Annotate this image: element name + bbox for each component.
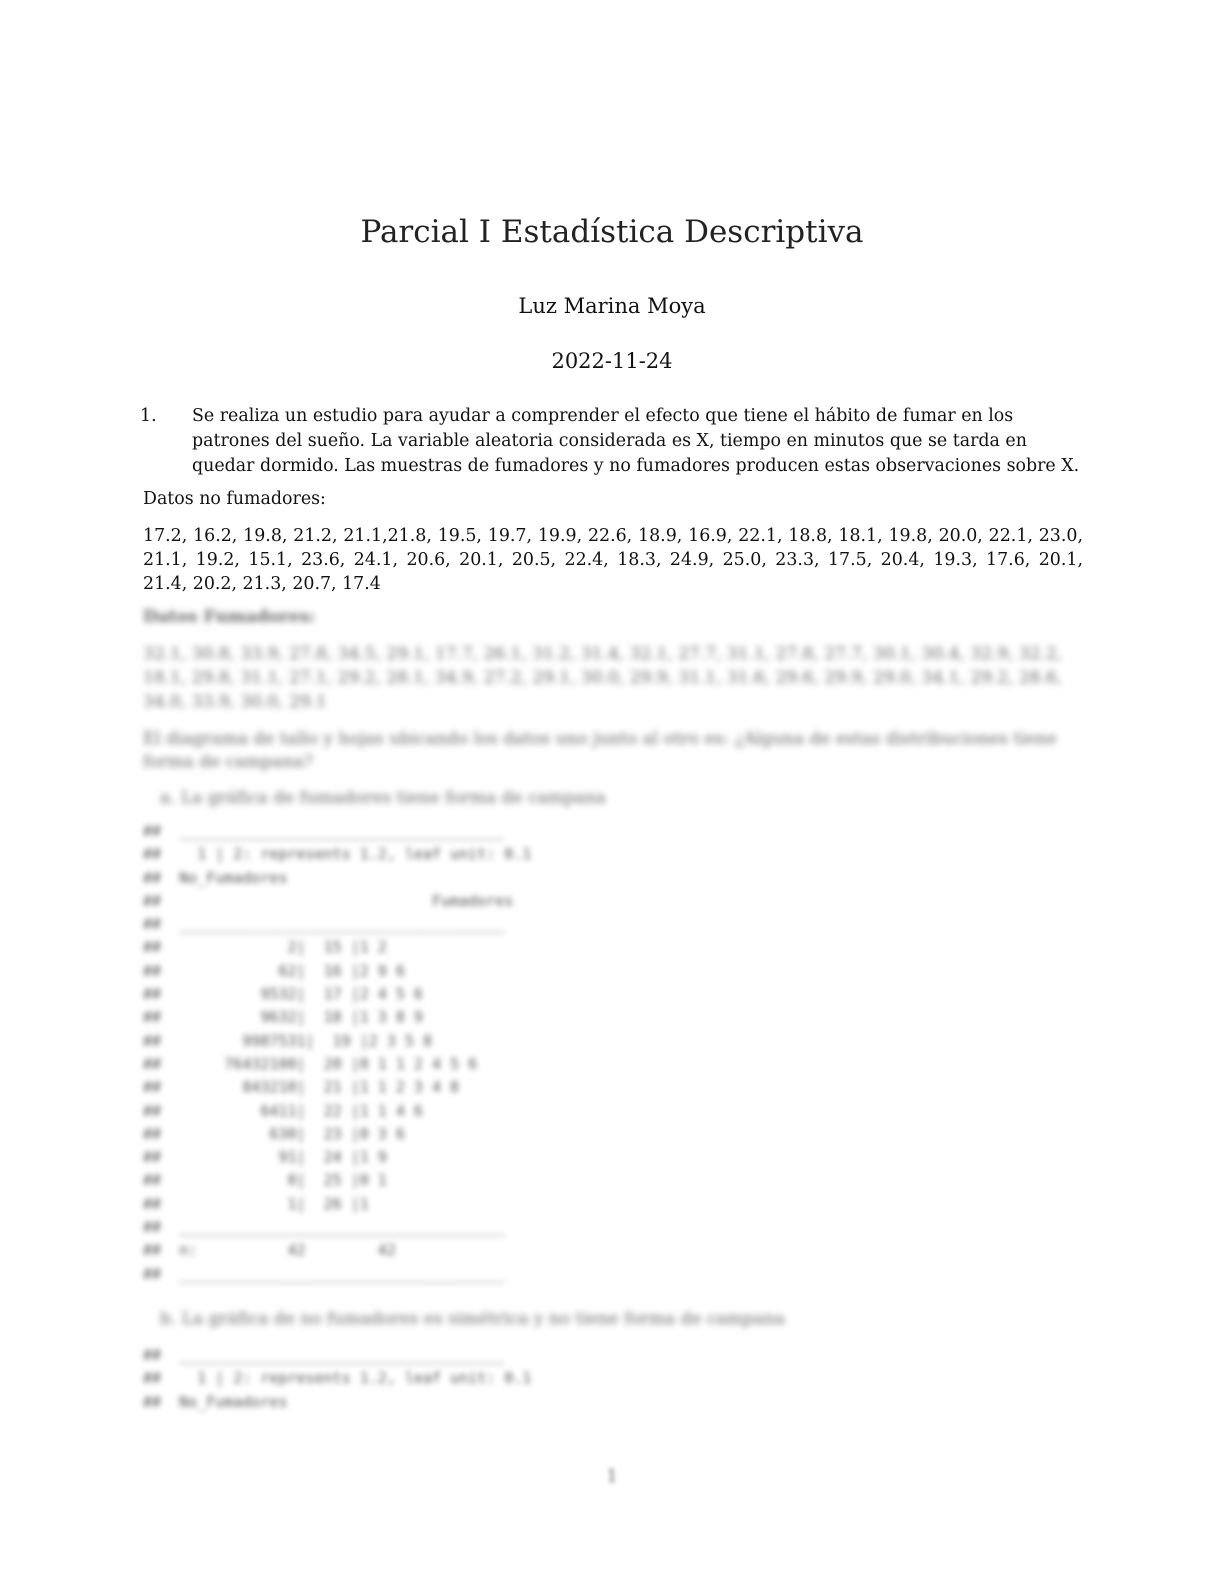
document-date: 2022-11-24 — [551, 349, 673, 373]
stem-leaf-output-b: ## ____________________________________ ## 1 | 2: represents 1.2, leaf unit: 0.1 ## No_Fumadores — [143, 1346, 532, 1411]
page-number: 1 — [606, 1466, 618, 1487]
question-1-number: 1. — [140, 406, 157, 426]
question-1 — [140, 404, 1082, 479]
option-a: a. La gráfica de fumadores tiene forma de campana — [160, 788, 606, 808]
stem-leaf-output-a: ## ____________________________________ ## 1 | 2: represents 1.2, leaf unit: 0.1 ## No_Fumadores ## Fumadores ## ____________________________________ ## 2| 15 |1 2 ## 62| 16 |2 9 6 ## 9532| 17 |2 4 5 6 ## 9632| 18 |1 3 8 9 ## 9987531| 19 |2 3 5 8 ## 76432100| 20 |0 1 1 2 4 5 6 ## 843210| 21 |1 1 2 3 4 8 ## 6411| 22 |1 1 4 6 ## 630| 23 |0 3 6 ## 91| 24 |1 9 ## 0| 25 |0 1 ## 1| 26 |1 ## ____________________________________ ## n: 42 42 ## ____________________________________ — [143, 822, 532, 1283]
document-title: Parcial I Estadística Descriptiva — [360, 214, 864, 250]
option-b: b. La gráfica de no fumadores es simétrica y no tiene forma de campana — [160, 1309, 785, 1329]
stem-leaf-question: El diagrama de tallo y hojas ubicando los datos uno junto al otro es: ¿Alguna de estas distribuciones tiene forma de campana? — [143, 729, 1057, 772]
no-smokers-label: Datos no fumadores: — [143, 489, 326, 509]
no-smokers-data: 17.2, 16.2, 19.8, 21.2, 21.1,21.8, 19.5, 19.7, 19.9, 22.6, 18.9, 16.9, 22.1, 18.8, 18.1, 19.8, 20.0, 22.1, 23.0, 21.1, 19.2, 15.1, 23.6, 24.1, 20.6, 20.1, 20.5, 22.4, 18.3, 24.9, 25.0, 23.3, 17.5, 20.4, 19.3, 17.6, 20.1, 21.4, 20.2, 21.3, 20.7, 17.4 — [143, 526, 1083, 594]
question-1-text: Se realiza un estudio para ayudar a comprender el efecto que tiene el hábito de fumar en los patrones del sueño. La variable aleatoria considerada es X, tiempo en minutos que se tarda en quedar dormido. Las muestras de fumadores y no fumadores producen estas observaciones sobre X. — [192, 406, 1080, 476]
smokers-label: Datos Fumadores: — [143, 607, 316, 627]
smokers-data: 32.1, 30.8, 33.9, 27.8, 34.5, 29.1, 17.7, 26.1, 31.2, 31.4, 32.1, 27.7, 31.1, 27.8, 27.7, 30.1, 30.4, 32.9, 32.2, 18.1, 29.8, 31.1, 27.1, 29.2, 28.1, 34.9, 27.2, 29.1, 30.0, 29.9, 31.1, 31.6, 29.6, 29.9, 29.0, 34.1, 29.2, 28.6, 34.0, 33.9, 30.0, 29.1 — [143, 644, 1063, 712]
document-author: Luz Marina Moya — [518, 294, 706, 318]
